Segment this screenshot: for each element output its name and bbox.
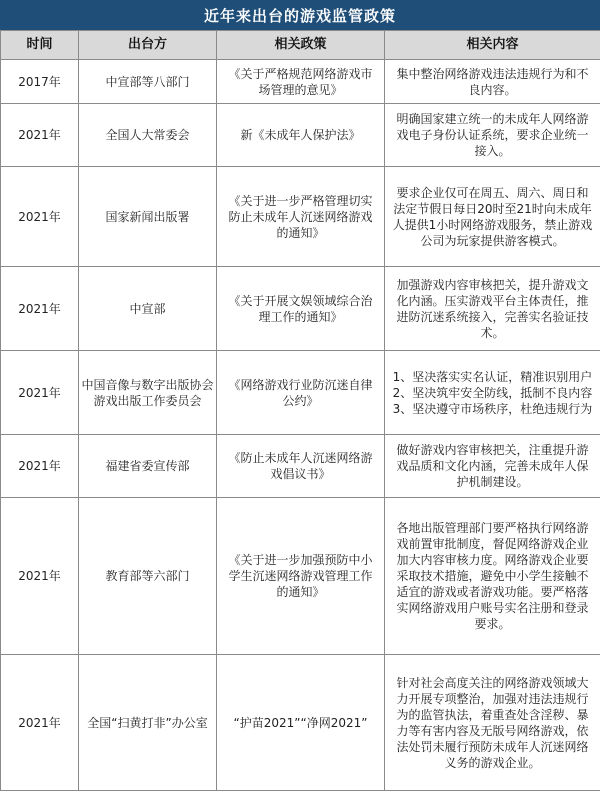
- cell-content: 针对社会高度关注的网络游戏领域大力开展专项整治，加强对违法违规行为的监管执法，着重查处含淫秽、暴力等有害内容及无版号网络游戏，依法处罚未履行预防未成年人沉迷网络义务的游戏企业。: [385, 655, 600, 791]
- cell-issuer: 中宣部等八部门: [79, 60, 217, 104]
- cell-content: 集中整治网络游戏违法违规行为和不良内容。: [385, 60, 600, 104]
- table-row: [1, 167, 600, 267]
- cell-year: 2021年: [1, 167, 79, 267]
- table-row: [1, 655, 600, 791]
- table-row: [1, 351, 600, 435]
- cell-issuer: 福建省委宣传部: [79, 435, 217, 498]
- table-header-row: [1, 31, 600, 60]
- header-time: 时间: [1, 31, 79, 60]
- cell-content: 加强游戏内容审核把关，提升游戏文化内涵。压实游戏平台主体责任，推进防沉迷系统接入，完善实名验证技术。: [385, 267, 600, 351]
- table-row: [1, 498, 600, 655]
- cell-issuer: 教育部等六部门: [79, 498, 217, 655]
- cell-content: 明确国家建立统一的未成年人网络游戏电子身份认证系统，要求企业统一接入。: [385, 104, 600, 167]
- cell-year: 2021年: [1, 104, 79, 167]
- cell-policy: 《网络游戏行业防沉迷自律公约》: [217, 351, 385, 435]
- cell-policy: 《关于严格规范网络游戏市场管理的意见》: [217, 60, 385, 104]
- cell-year: 2021年: [1, 498, 79, 655]
- cell-content: 1、坚决落实实名认证，精准识别用户2、坚决筑牢安全防线，抵制不良内容3、坚决遵守市场秩序，杜绝违规行为: [385, 351, 600, 435]
- table-row: [1, 60, 600, 104]
- cell-issuer: 国家新闻出版署: [79, 167, 217, 267]
- cell-content: 要求企业仅可在周五、周六、周日和法定节假日每日20时至21时向未成年人提供1小时网络游戏服务，禁止游戏公司为玩家提供游客模式。: [385, 167, 600, 267]
- policy-table: [0, 30, 600, 791]
- header-policy: 相关政策: [217, 31, 385, 60]
- cell-policy: “护苗2021”“净网2021”: [217, 655, 385, 791]
- cell-policy: 《关于进一步加强预防中小学生沉迷网络游戏管理工作的通知》: [217, 498, 385, 655]
- cell-issuer: 中国音像与数字出版协会游戏出版工作委员会: [79, 351, 217, 435]
- header-issuer: 出台方: [79, 31, 217, 60]
- cell-policy: 《防止未成年人沉迷网络游戏倡议书》: [217, 435, 385, 498]
- cell-issuer: 全国“扫黄打非”办公室: [79, 655, 217, 791]
- cell-year: 2021年: [1, 435, 79, 498]
- table-row: [1, 435, 600, 498]
- table-row: [1, 267, 600, 351]
- cell-policy: 《关于开展文娱领域综合治理工作的通知》: [217, 267, 385, 351]
- cell-policy: 新《未成年人保护法》: [217, 104, 385, 167]
- page-title: 近年来出台的游戏监管政策: [0, 0, 600, 30]
- cell-year: 2021年: [1, 655, 79, 791]
- header-content: 相关内容: [385, 31, 600, 60]
- cell-content: 做好游戏内容审核把关，注重提升游戏品质和文化内涵，完善未成年人保护机制建设。: [385, 435, 600, 498]
- cell-year: 2017年: [1, 60, 79, 104]
- cell-issuer: 中宣部: [79, 267, 217, 351]
- cell-issuer: 全国人大常委会: [79, 104, 217, 167]
- cell-content: 各地出版管理部门要严格执行网络游戏前置审批制度，督促网络游戏企业加大内容审核力度。网络游戏企业要采取技术措施，避免中小学生接触不适宜的游戏或者游戏功能。要严格落实网络游戏用户账号实名注册和登录要求。: [385, 498, 600, 655]
- cell-policy: 《关于进一步严格管理切实防止未成年人沉迷网络游戏的通知》: [217, 167, 385, 267]
- cell-year: 2021年: [1, 267, 79, 351]
- table-row: [1, 104, 600, 167]
- cell-year: 2021年: [1, 351, 79, 435]
